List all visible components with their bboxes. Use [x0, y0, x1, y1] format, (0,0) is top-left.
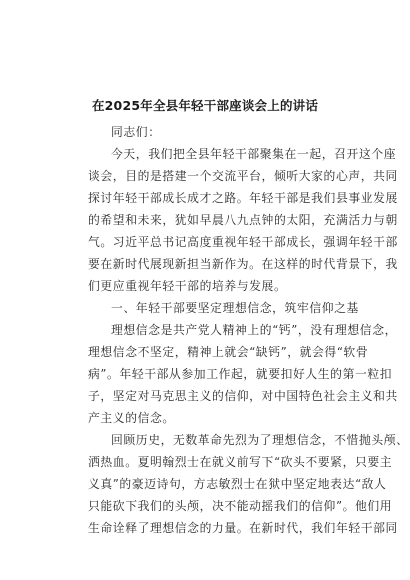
- paragraph-line: 洒热血。夏明翰烈士在就义前写下“砍头不要紧，只要主: [88, 455, 393, 469]
- paragraph-line: 探讨年轻干部成长成才之路。年轻干部是我们县事业发展: [88, 191, 398, 205]
- paragraph-line: 理想信念是共产党人精神上的“钙”，没有理想信念，: [111, 323, 397, 337]
- paragraph-line: 的希望和未来，犹如早晨八九点钟的太阳，充满活力与朝: [88, 213, 398, 227]
- paragraph-line: 今天，我们把全县年轻干部聚集在一起，召开这个座: [111, 147, 397, 161]
- paragraph-line: 理想信念不坚定，精神上就会“缺钙”，就会得“软骨: [88, 345, 369, 359]
- paragraph-line: 要在新时代展现新担当新作为。在这样的时代背景下，我: [88, 257, 398, 271]
- paragraph-line: 气。习近平总书记高度重视年轻干部成长，强调年轻干部: [88, 235, 398, 249]
- paragraph-line: 生命诠释了理想信念的力量。在新时代，我们年轻干部同: [88, 521, 398, 535]
- paragraph-line: 回顾历史，无数革命先烈为了理想信念，不惜抛头颅、: [111, 433, 409, 447]
- paragraph-line: 子，坚定对马克思主义的信仰，对中国特色社会主义和共: [88, 389, 398, 403]
- paragraph-line: 病”。年轻干部从参加工作起，就要扣好人生的第一粒扣: [88, 367, 393, 381]
- paragraph-line: 们更应重视年轻干部的培养与发展。: [88, 279, 287, 293]
- section-heading: 一、年轻干部要坚定理想信念，筑牢信仰之基: [111, 301, 359, 315]
- paragraph-line: 谈会，目的是搭建一个交流平台，倾听大家的心声，共同: [88, 169, 398, 183]
- paragraph-line: 产主义的信念。: [88, 411, 175, 425]
- document-title: 在2025年全县年轻干部座谈会上的讲话: [91, 98, 319, 113]
- paragraph-line: 义真”的豪迈诗句，方志敏烈士在狱中坚定地表达“敌人: [88, 477, 387, 491]
- paragraph-line: 只能砍下我们的头颅，决不能动摇我们的信仰”。他们用: [88, 499, 393, 513]
- salutation: 同志们：: [111, 125, 161, 139]
